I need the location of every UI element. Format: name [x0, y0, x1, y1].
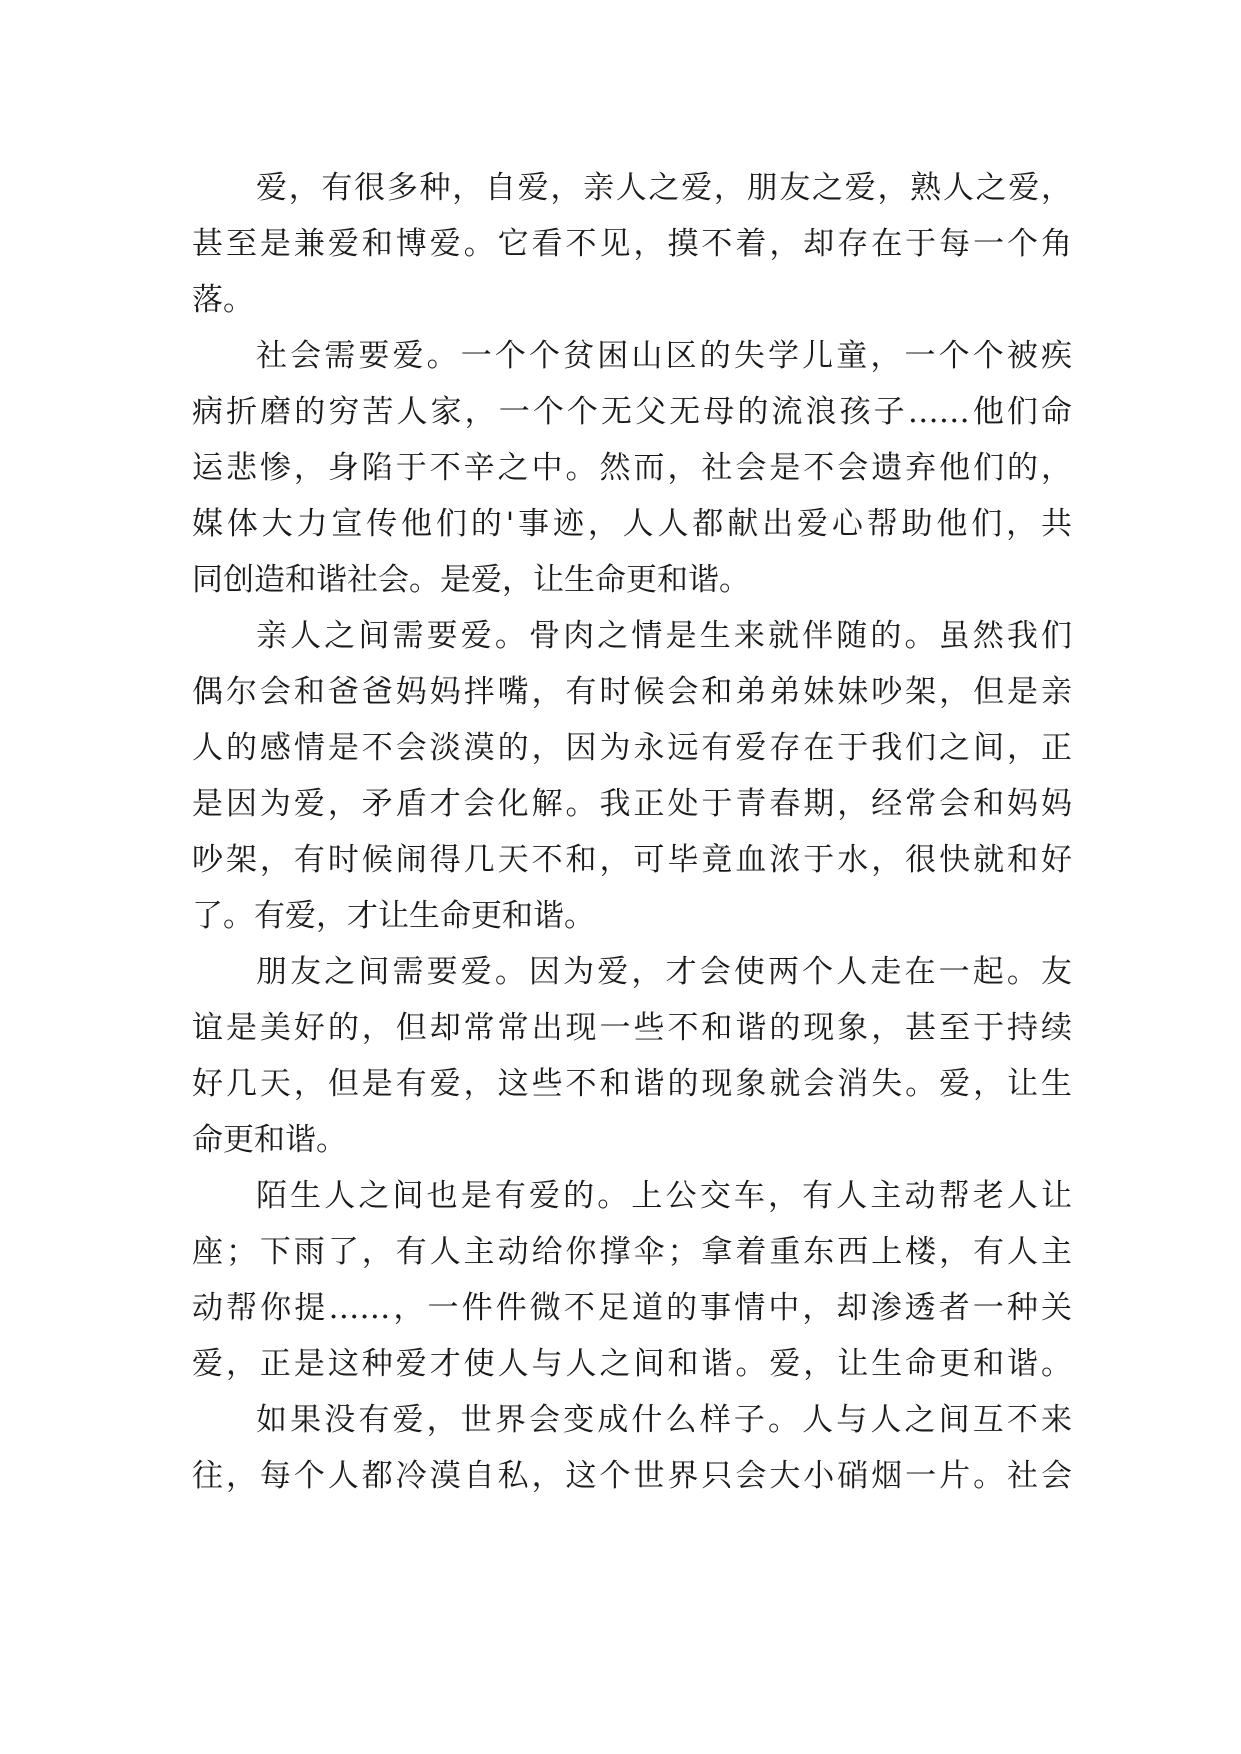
paragraph-2-line-2: 病折磨的穷苦人家，一个个无父无母的流浪孩子……他们命 [192, 394, 1072, 430]
paragraph-4-line-1: 朋友之间需要爱。因为爱，才会使两个人走在一起。友 [256, 954, 1072, 990]
paragraph-4-line-3: 好几天，但是有爱，这些不和谐的现象就会消失。爱，让生 [192, 1066, 1072, 1102]
paragraph-3-line-3: 人的感情是不会淡漠的，因为永远有爱存在于我们之间，正 [192, 730, 1072, 766]
paragraph-5-line-2: 座；下雨了，有人主动给你撑伞；拿着重东西上楼，有人主 [192, 1234, 1072, 1270]
paragraph-6-line-2: 往，每个人都冷漠自私，这个世界只会大小硝烟一片。社会 [192, 1458, 1072, 1494]
paragraph-3-line-2: 偶尔会和爸爸妈妈拌嘴，有时候会和弟弟妹妹吵架，但是亲 [192, 674, 1072, 710]
paragraph-1-line-1: 爱，有很多种，自爱，亲人之爱，朋友之爱，熟人之爱， [256, 170, 1072, 206]
paragraph-2-line-1: 社会需要爱。一个个贫困山区的失学儿童，一个个被疾 [256, 338, 1072, 374]
paragraph-3-line-5: 吵架，有时候闹得几天不和，可毕竟血浓于水，很快就和好 [192, 842, 1072, 878]
paragraph-2-line-5: 同创造和谐社会。是爱，让生命更和谐。 [192, 562, 750, 598]
paragraph-5-line-3: 动帮你提……，一件件微不足道的事情中，却渗透者一种关 [192, 1290, 1072, 1326]
paragraph-5-line-1: 陌生人之间也是有爱的。上公交车，有人主动帮老人让 [256, 1178, 1072, 1214]
paragraph-3-line-4: 是因为爱，矛盾才会化解。我正处于青春期，经常会和妈妈 [192, 786, 1072, 822]
paragraph-3-line-6: 了。有爱，才让生命更和谐。 [192, 898, 595, 934]
paragraph-4-line-2: 谊是美好的，但却常常出现一些不和谐的现象，甚至于持续 [192, 1010, 1072, 1046]
paragraph-2-line-4: 媒体大力宣传他们的'事迹，人人都献出爱心帮助他们，共 [192, 506, 1072, 542]
paragraph-1-line-3: 落。 [192, 282, 254, 318]
paragraph-5-line-4: 爱，正是这种爱才使人与人之间和谐。爱，让生命更和谐。 [192, 1346, 1072, 1382]
paragraph-1-line-2: 甚至是兼爱和博爱。它看不见，摸不着，却存在于每一个角 [192, 226, 1072, 262]
paragraph-2-line-3: 运悲惨，身陷于不辛之中。然而，社会是不会遗弃他们的， [192, 450, 1072, 486]
paragraph-3-line-1: 亲人之间需要爱。骨肉之情是生来就伴随的。虽然我们 [256, 618, 1072, 654]
paragraph-4-line-4: 命更和谐。 [192, 1122, 347, 1158]
paragraph-6-line-1: 如果没有爱，世界会变成什么样子。人与人之间互不来 [256, 1402, 1072, 1438]
